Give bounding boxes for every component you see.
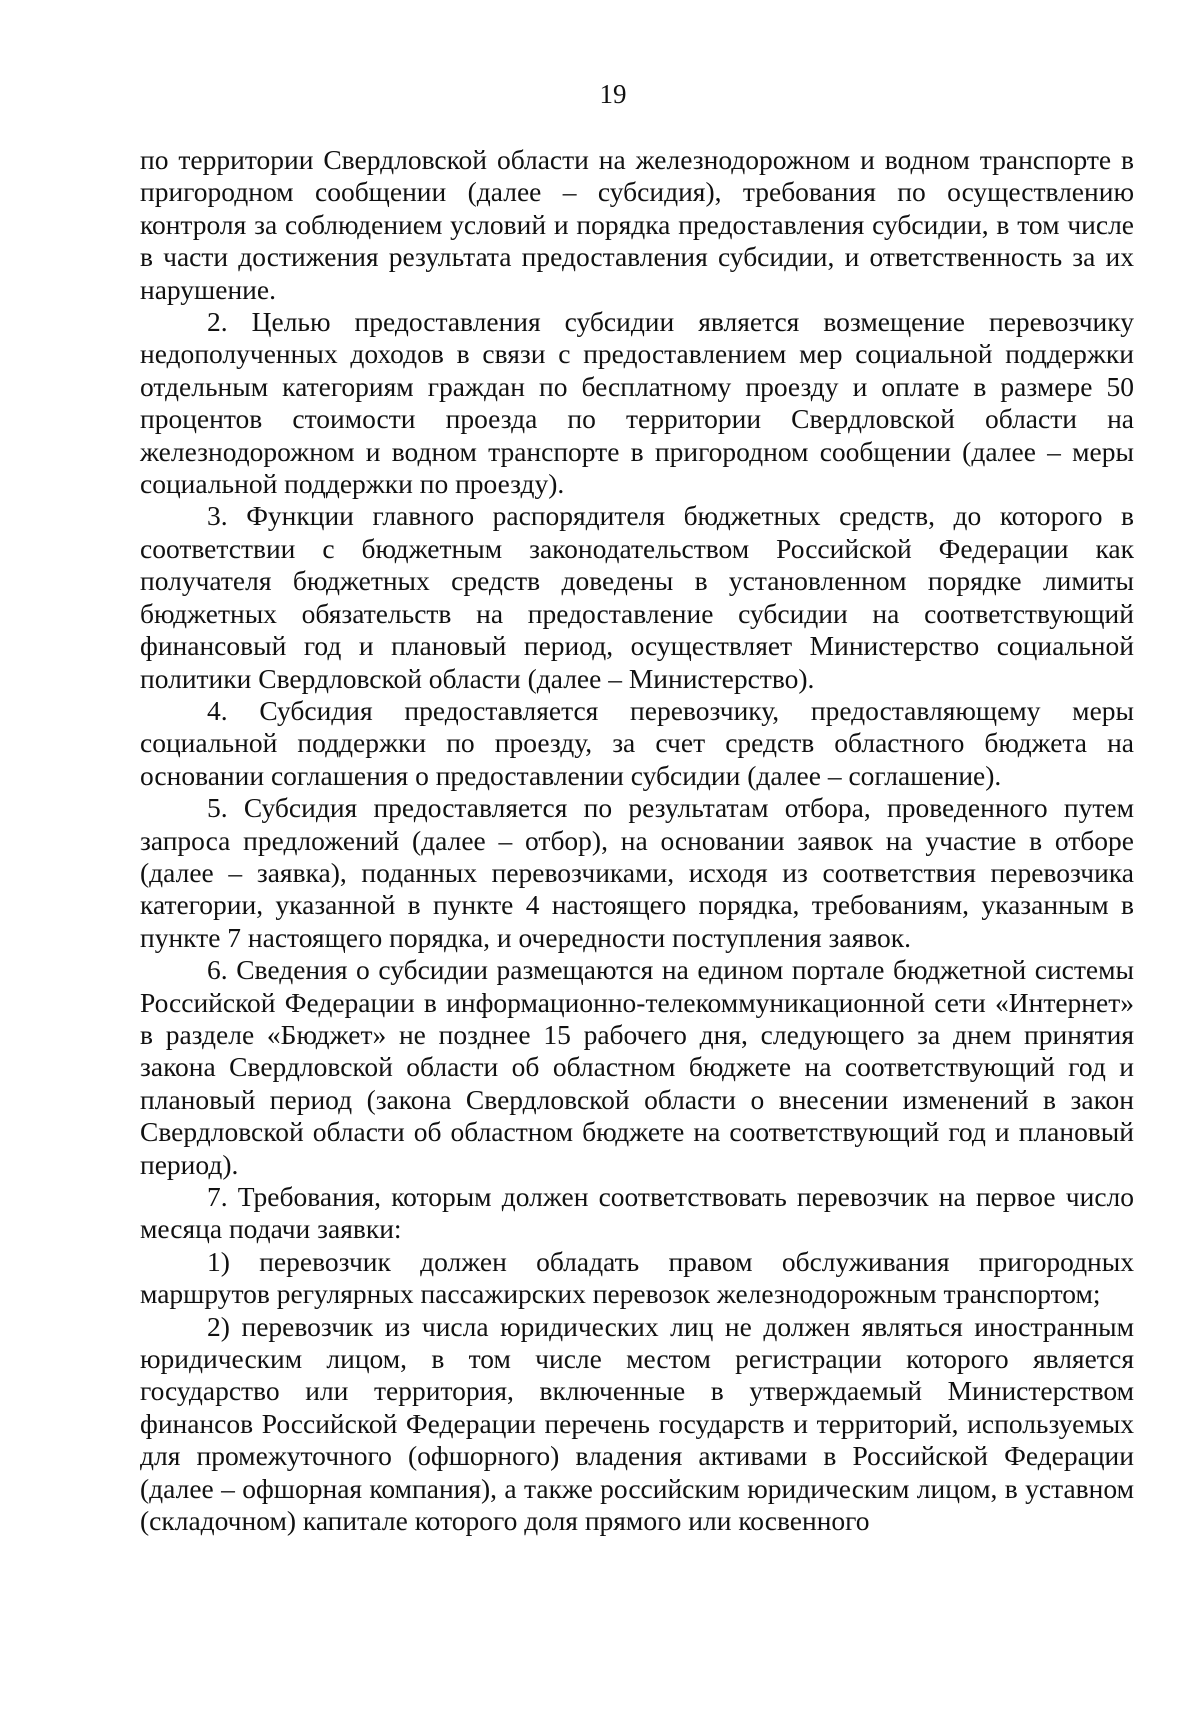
- paragraph-subitem-1: 1) перевозчик должен обладать правом обслуживания пригородных маршрутов регулярных пассажирских перевозок железнодорожным транспортом;: [140, 1245, 1134, 1310]
- page-number: 19: [599, 79, 627, 109]
- paragraph-item-2: 2. Целью предоставления субсидии является возмещение перевозчику недополученных доходов в связи с предоставлением мер социальной поддержки отдельным категориям граждан по бесплатному проезду и оплате в размере 50 процентов стоимости проезда по территории Свердловской области на железнодорожном и водном транспорте в пригородном сообщении (далее – меры социальной поддержки по проезду).: [140, 306, 1134, 500]
- paragraph-item-6: 6. Сведения о субсидии размещаются на едином портале бюджетной системы Российской Федерации в информационно-телекоммуникационной сети «Интернет» в разделе «Бюджет» не позднее 15 рабочего дня, следующего за днем принятия закона Свердловской области об областном бюджете на соответствующий год и плановый период (закона Свердловской области о внесении изменений в закон Свердловской области об областном бюджете на соответствующий год и плановый период).: [140, 954, 1134, 1180]
- paragraph-item-5: 5. Субсидия предоставляется по результатам отбора, проведенного путем запроса предложений (далее – отбор), на основании заявок на участие в отборе (далее – заявка), поданных перевозчиками, исходя из соответствия перевозчика категории, указанной в пункте 4 настоящего порядка, требованиям, указанным в пункте 7 настоящего порядка, и очередности поступления заявок.: [140, 792, 1134, 953]
- paragraph-item-3: 3. Функции главного распорядителя бюджетных средств, до которого в соответствии с бюджетным законодательством Российской Федерации как получателя бюджетных средств доведены в установленном порядке лимиты бюджетных обязательств на предоставление субсидии на соответствующий финансовый год и плановый период, осуществляет Министерство социальной политики Свердловской области (далее – Министерство).: [140, 500, 1134, 694]
- paragraph-item-4: 4. Субсидия предоставляется перевозчику, предоставляющему меры социальной поддержки по проезду, за счет средств областного бюджета на основании соглашения о предоставлении субсидии (далее – соглашение).: [140, 694, 1134, 791]
- paragraph-subitem-2: 2) перевозчик из числа юридических лиц не должен являться иностранным юридическим лицом, в том числе местом регистрации которого является государство или территория, включенные в утверждаемый Министерством финансов Российской Федерации перечень государств и территорий, используемых для промежуточного (офшорного) владения активами в Российской Федерации (далее – офшорная компания), а также российским юридическим лицом, в уставном (складочном) капитале которого доля прямого или косвенного: [140, 1310, 1134, 1537]
- paragraph-subsidy-intro: по территории Свердловской области на железнодорожном и водном транспорте в пригородном сообщении (далее – субсидия), требования по осуществлению контроля за соблюдением условий и порядка предоставления субсидии, в том числе в части достижения результата предоставления субсидии, и ответственность за их нарушение.: [140, 144, 1134, 305]
- paragraph-item-7: 7. Требования, которым должен соответствовать перевозчик на первое число месяца подачи заявки:: [140, 1181, 1134, 1245]
- document-body: [140, 144, 1134, 1537]
